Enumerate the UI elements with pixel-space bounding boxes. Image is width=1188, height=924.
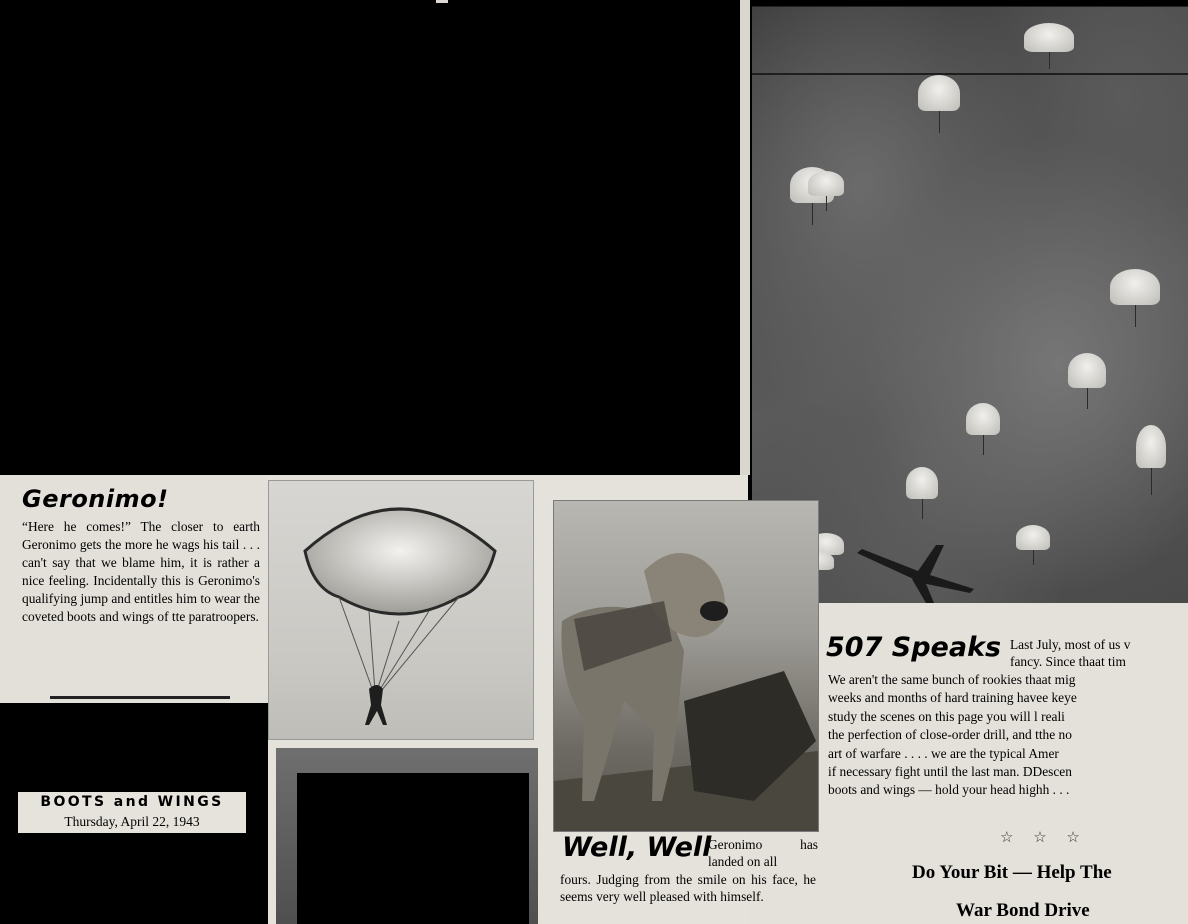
body-line: the perfection of close-order drill, and tthe no [828, 727, 1072, 743]
well-well-caption-lead: Geronimo has landed on all [708, 837, 818, 869]
507-speaks-headline: 507 Speaks [826, 632, 1002, 663]
parachute-icon [808, 171, 844, 211]
body-line: weeks and months of hard training havee keye [828, 690, 1077, 706]
507-speaks-body [828, 671, 1188, 800]
transport-plane-icon [852, 535, 982, 603]
star-ornament-icon: ☆ ☆ ☆ [1000, 830, 1088, 846]
newspaper-masthead [18, 792, 246, 833]
parachute-icon [1136, 425, 1166, 495]
missing-area [297, 773, 529, 924]
parachute-icon [918, 75, 960, 133]
paper-edge-strip [740, 0, 750, 475]
body-line: if necessary fight until the last man. DDescen [828, 764, 1072, 780]
body-line: study the scenes on this page you will l reali [828, 708, 1065, 724]
parachute-icon [1068, 353, 1106, 409]
parachute-canopy-icon [269, 481, 533, 739]
well-well-caption-body: fours. Judging from the smile on his face, he seems very well pleased with himself. [560, 872, 816, 904]
dog-parachute-photo [268, 480, 534, 740]
parachute-icon [1024, 23, 1074, 69]
body-line: boots and wings — hold your head highh . . . [828, 782, 1070, 798]
well-well-headline: Well, Well [562, 832, 712, 863]
dog-icon [554, 501, 818, 831]
geronimo-headline: Geronimo! [22, 485, 169, 513]
lead-line: fancy. Since thaat tim [1010, 654, 1126, 669]
paper-fragment-top [436, 0, 448, 3]
box-top-rule [50, 696, 230, 699]
507-speaks-lead [1010, 636, 1188, 670]
parachute-icon [966, 403, 1000, 455]
dog-harness-photo [553, 500, 819, 832]
war-bond-line-1: Do Your Bit — Help The [912, 862, 1112, 883]
masthead-title: BOOTS and WINGS [40, 794, 224, 810]
geronimo-article-body: “Here he comes!” The closer to earth Geronimo gets the more he wags his tail . . . can't say that we blame him, it is rather a nice feeling. Incidentally this is Geronimo's qualifying jump and entitles him to wear the coveted boots and wings of tte paratroopers. [22, 519, 260, 624]
body-line: We aren't the same bunch of rookies thaat mig [828, 672, 1076, 687]
photo-rule-line [752, 73, 1188, 75]
masthead-date: Thursday, April 22, 1943 [64, 814, 200, 829]
parachute-icon [1016, 525, 1050, 565]
war-bond-line-2: War Bond Drive [956, 900, 1090, 921]
lead-line: Last July, most of us v [1010, 637, 1131, 652]
parachute-icon [1110, 269, 1160, 327]
body-line: art of warfare . . . . we are the typical Amer [828, 745, 1059, 761]
parachute-icon [906, 467, 938, 519]
